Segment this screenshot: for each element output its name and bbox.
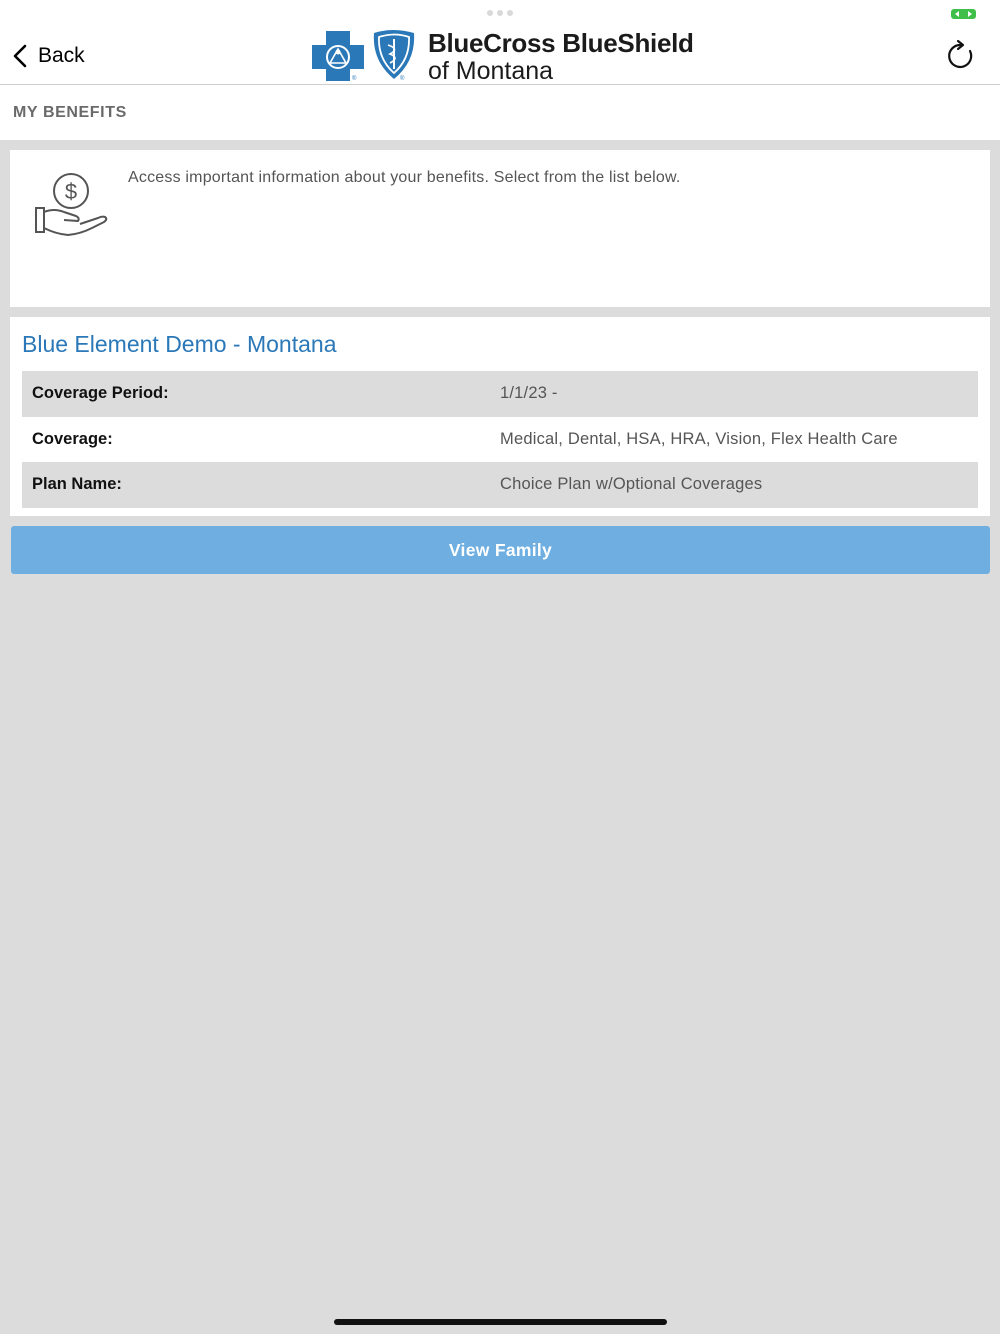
intro-description: Access important information about your benefits. Select from the list below. (128, 169, 681, 186)
chevron-left-icon (12, 44, 28, 68)
brand-logo (310, 27, 710, 83)
row-label: Coverage: (32, 429, 113, 448)
logo-title: BlueCross BlueShield (428, 28, 694, 58)
plan-details-table (22, 371, 978, 508)
plan-name-row (22, 462, 978, 508)
plan-card (10, 317, 990, 516)
row-label: Plan Name: (32, 475, 122, 494)
page-title: MY BENEFITS (13, 104, 127, 121)
svg-text:®: ® (400, 76, 405, 82)
coverage-row (22, 417, 978, 463)
money-hand-icon (34, 172, 110, 240)
plan-title: Blue Element Demo - Montana (22, 331, 337, 357)
row-label: Coverage Period: (32, 384, 169, 403)
intro-card (10, 150, 990, 307)
coverage-period-row (22, 371, 978, 417)
status-indicator-icon (951, 9, 976, 19)
section-header (0, 85, 1000, 140)
cross-shield-logo-icon (310, 27, 422, 83)
svg-text:$: $ (64, 179, 78, 204)
refresh-icon[interactable] (944, 39, 978, 73)
row-value: Medical, Dental, HSA, HRA, Vision, Flex Health Care (500, 429, 898, 448)
back-label: Back (38, 44, 85, 67)
logo-subtitle: of Montana (428, 57, 554, 85)
row-value: 1/1/23 - (500, 384, 558, 403)
svg-text:®: ® (352, 76, 357, 82)
back-button[interactable] (12, 38, 85, 74)
multitasking-dots[interactable] (487, 10, 513, 16)
home-indicator[interactable] (334, 1319, 667, 1325)
view-family-button[interactable]: View Family (11, 526, 990, 574)
top-navigation-bar (0, 0, 1000, 85)
row-value: Choice Plan w/Optional Coverages (500, 475, 763, 494)
